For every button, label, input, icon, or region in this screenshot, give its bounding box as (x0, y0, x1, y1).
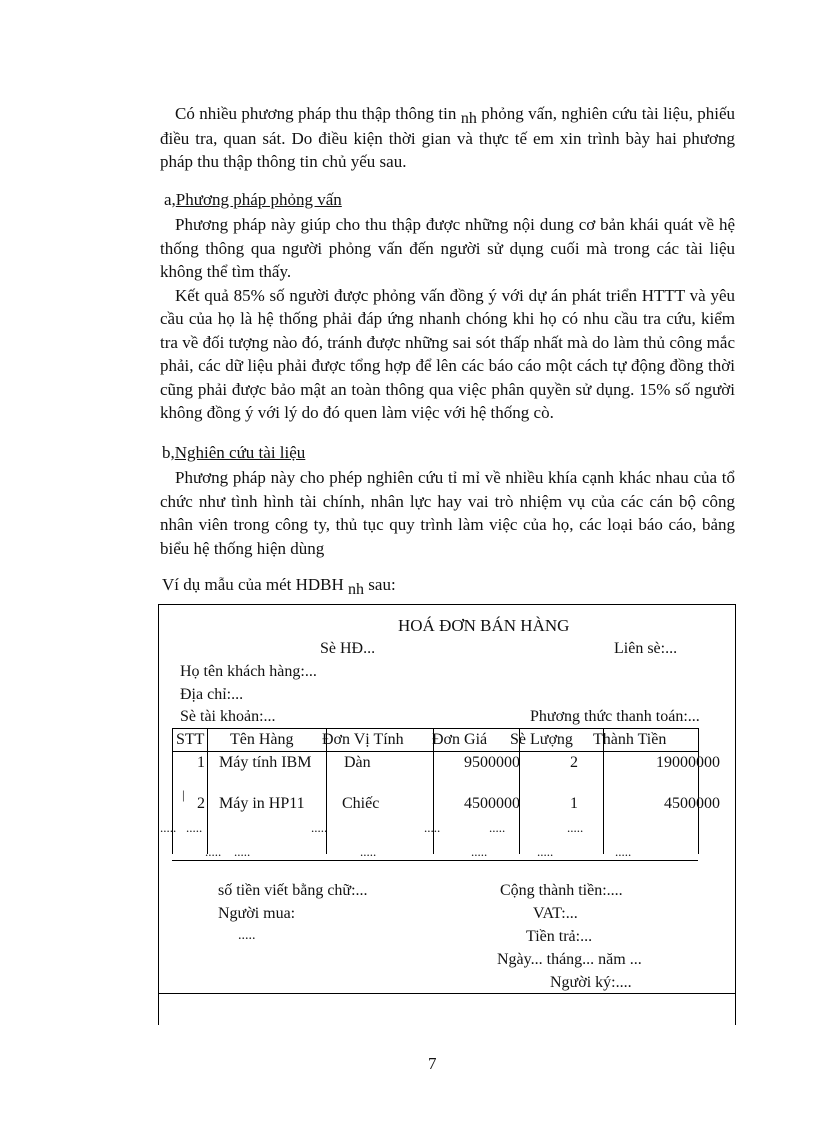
section-b-prefix: b, (162, 443, 175, 462)
intro-nh: nh (460, 110, 477, 127)
example-text-a: Ví dụ mẫu của mét HDBH (162, 575, 344, 594)
example-text-b: sau: (368, 575, 396, 594)
section-a-body (160, 213, 735, 425)
vat: VAT:... (533, 905, 578, 922)
dots-r3-c2: ..... (311, 820, 328, 835)
table-header-line (172, 751, 698, 752)
row2-unit: Chiếc (342, 795, 380, 812)
dots-r3-c0: ..... (160, 820, 177, 835)
row1-unit: Dàn (344, 754, 371, 771)
row2-stt: 2 (197, 795, 205, 812)
dots-r3-c5: ..... (567, 820, 584, 835)
invoice-title: HOÁ ĐƠN BÁN HÀNG (398, 616, 570, 635)
intro-text-1: Có nhiều phương pháp thu thập thông tin (175, 104, 457, 123)
table-col-line-6 (698, 728, 699, 854)
header-ten-hang: Tên Hàng (230, 731, 294, 748)
customer-address: Địa chỉ:... (180, 686, 244, 703)
row2-name: Máy in HP11 (219, 795, 305, 812)
dots-r4-c2: ..... (360, 844, 377, 859)
section-b-heading (162, 443, 305, 463)
invoice-copy-number: Liên sè:... (614, 640, 678, 657)
amount-paid: Tiền trả:... (526, 928, 593, 945)
section-a-heading (164, 190, 342, 210)
row2-price: 4500000 (464, 795, 520, 812)
example-caption (162, 575, 396, 598)
date-line: Ngày... tháng... năm ... (497, 951, 642, 968)
customer-name: Họ tên khách hàng:... (180, 663, 317, 680)
intro-paragraph (160, 102, 735, 174)
dots-r4-c5: ..... (615, 844, 632, 859)
payment-method: Phương thức thanh toán:... (530, 708, 700, 725)
buyer-label: Người mua: (218, 905, 296, 922)
header-don-vi: Đơn Vị Tính (322, 731, 404, 748)
row1-total: 19000000 (656, 754, 720, 771)
header-so-luong: Sè Lượng (510, 731, 573, 748)
signer: Người ký:.... (550, 974, 632, 991)
row1-price: 9500000 (464, 754, 520, 771)
table-col-line-1 (207, 728, 208, 854)
dots-r4-c0: ..... (205, 844, 222, 859)
row2-qty: 1 (570, 795, 578, 812)
page-number: 7 (428, 1054, 437, 1073)
header-don-gia: Đơn Giá (432, 731, 488, 748)
section-a-title: Phương pháp phỏng vấn (175, 190, 342, 209)
dots-r4-c3: ..... (471, 844, 488, 859)
header-thanh-tien: Thành Tiền (593, 731, 667, 748)
row1-qty: 2 (570, 754, 578, 771)
section-b-body (160, 466, 735, 560)
amount-in-words: số tiền viết bằng chữ:... (218, 882, 368, 899)
section-b-title: Nghiên cứu tài liệu (174, 443, 306, 462)
row1-stt: 1 (197, 754, 205, 771)
section-a-paragraph-1: Phương pháp này giúp cho thu thập được những nội dung cơ bản khái quát về hệ thống thông qua người phỏng vấn đến người sử dụng cuối mà trong các tài liệu không thể tìm thấy. (160, 215, 735, 281)
dots-r3-c4: ..... (489, 820, 506, 835)
dots-r3-c3: ..... (424, 820, 441, 835)
subtotal: Cộng thành tiền:.... (500, 882, 623, 899)
intro-text-2: phỏng vấn, nghiên cứu tài (481, 104, 659, 123)
header-stt: STT (176, 731, 205, 748)
dots-r4-c1: ..... (234, 844, 251, 859)
row2-total: 4500000 (664, 795, 720, 812)
example-nh: nh (348, 581, 365, 598)
table-top-line (172, 728, 698, 729)
buyer-dots: ..... (238, 928, 256, 943)
dots-r4-c4: ..... (537, 844, 554, 859)
row1-name: Máy tính IBM (219, 754, 312, 771)
intro-text-3: liệu, phiếu điều tra, quan sát. Do điều kiện thời gian và thực tế em xin trình bày hai phương pháp thu thập thông tin chủ yếu sau. (160, 104, 736, 171)
section-b-paragraph-1: Phương pháp này cho phép nghiên cứu tỉ mỉ về nhiều khía cạnh khác nhau của tổ chức như tình hình tài chính, nhân lực hay vai trò nhiệm vụ của các cán bộ công nhân viên trong công ty, thủ tục quy trình làm việc của họ, các loại báo cáo, bảng biểu hệ thống hiện dùng (160, 468, 735, 558)
section-a-prefix: a, (164, 190, 176, 209)
dots-r3-c1: ..... (186, 820, 203, 835)
account-number: Sè tài khoản:... (180, 708, 276, 725)
invoice-number: Sè HĐ... (320, 640, 376, 657)
invoice-bottom-line (159, 993, 735, 994)
section-a-paragraph-2: Kết quả 85% số người được phỏng vấn đồng ý với dự án phát triển HTTT và yêu cầu của họ là hệ thống phải đáp ứng nhanh chóng khi họ có nhu cầu tra cứu, kiểm tra về đối tượng nào đó, tránh được những sai sót thấp nhất mà do làm thủ công mắc phải, các dữ liệu phải được tổng hợp để lên các báo cáo một cách tự động đồng thời cũng phải được bảo mật an toàn thông qua việc phân quyền sử dụng. 15% số người không đồng ý với lý do đó quen làm việc với hệ thống cò. (160, 285, 735, 422)
table-bottom-line (172, 860, 698, 861)
row2-tick: | (182, 787, 185, 802)
